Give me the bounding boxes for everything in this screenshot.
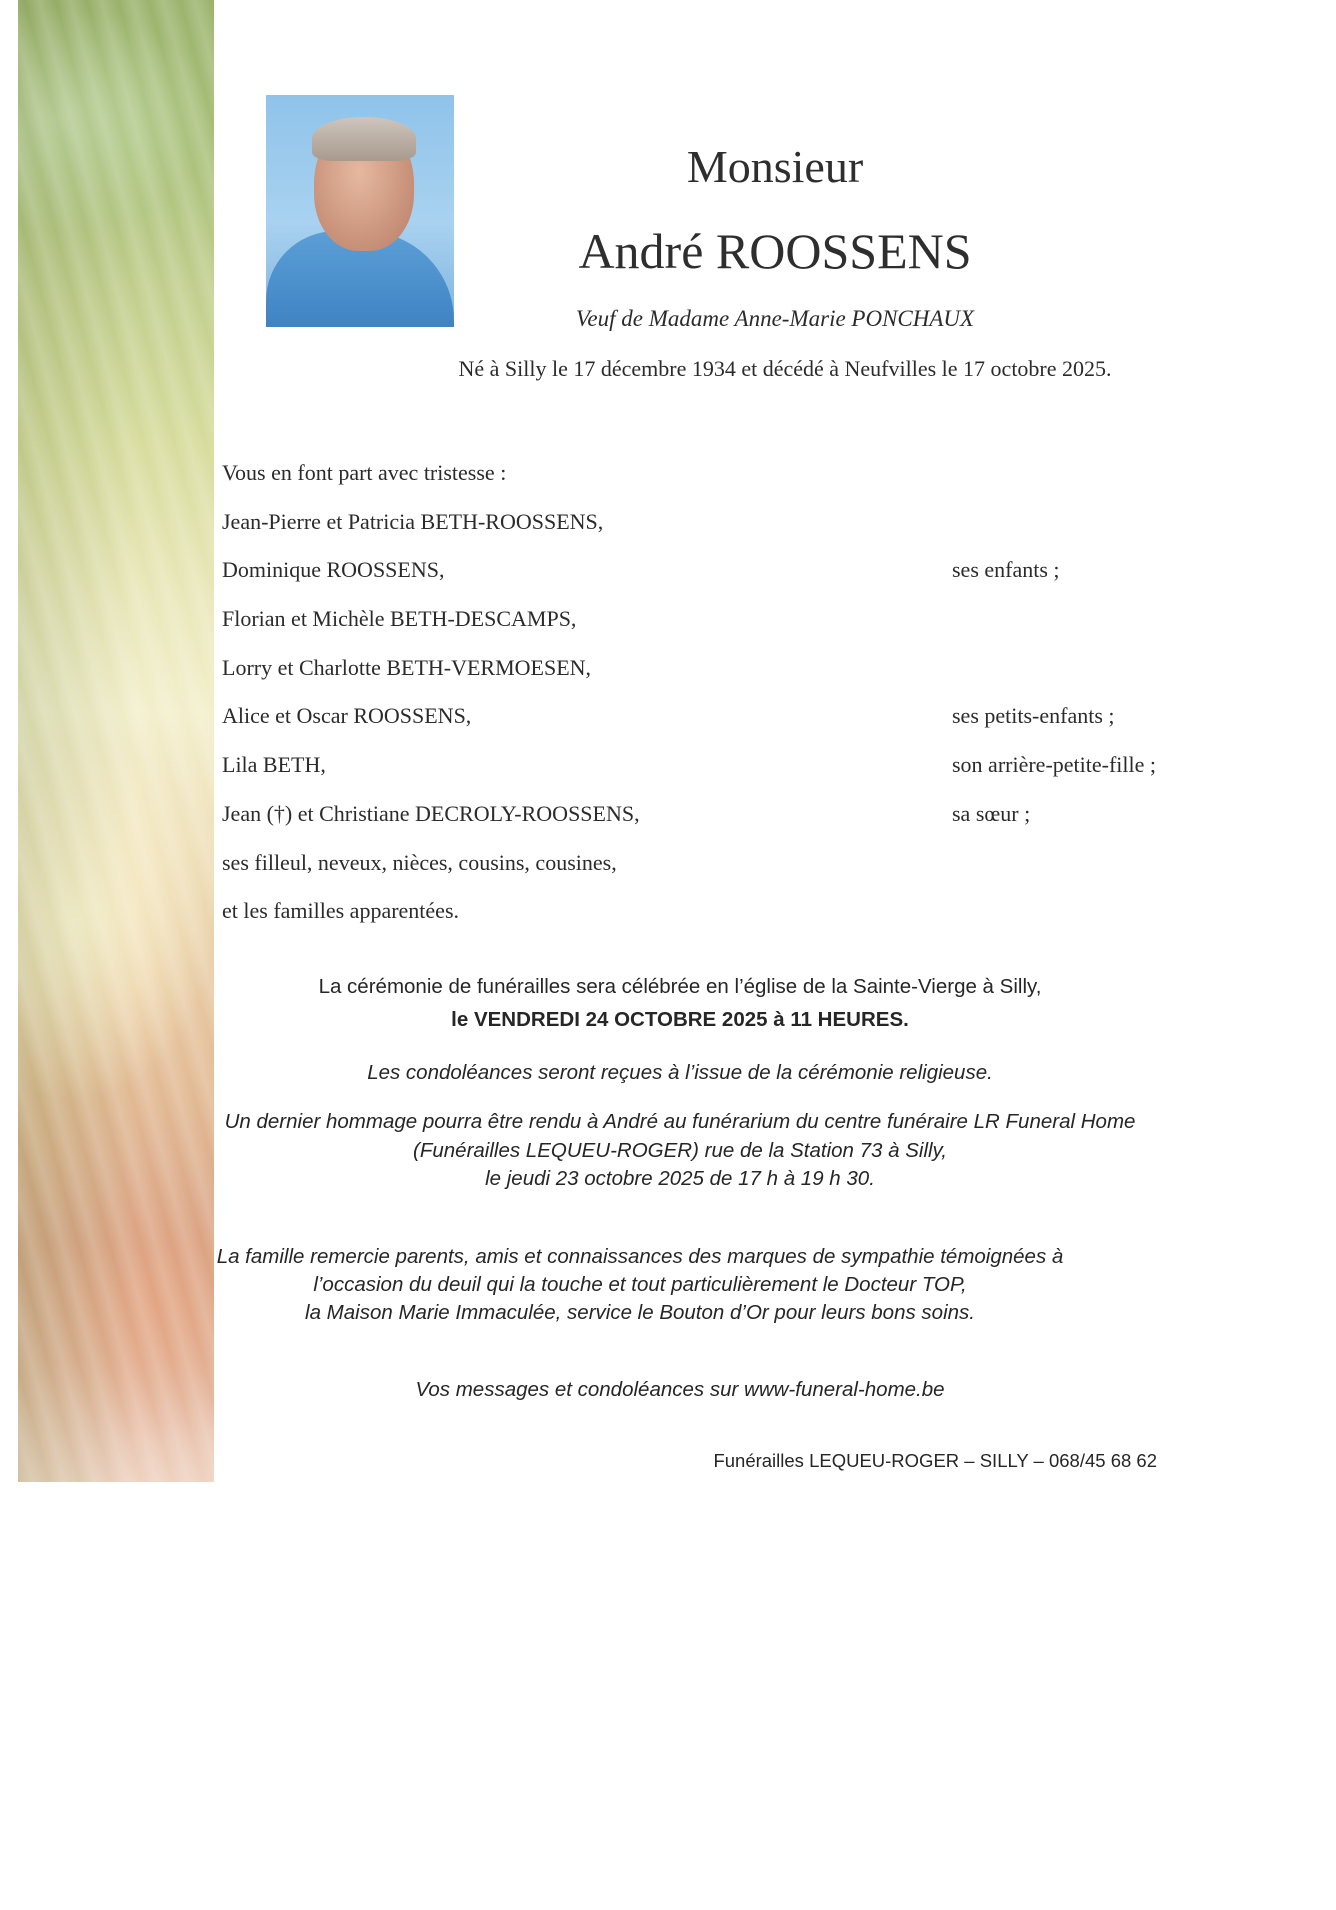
spouse-line: Veuf de Madame Anne-Marie PONCHAUX — [575, 306, 975, 331]
tribute-line-1: Un dernier hommage pourra être rendu à André au funérarium du centre funéraire LR Funeral Home — [224, 1110, 1136, 1133]
ceremony-line-1: La cérémonie de funérailles sera célébrée en l’église de la Sainte-Vierge à Silly, — [318, 975, 1042, 998]
family-name: Alice et Oscar ROOSSENS, — [222, 703, 472, 729]
family-row — [222, 557, 1182, 606]
family-name: Lorry et Charlotte BETH-VERMOESEN, — [222, 654, 592, 680]
family-name: Florian et Michèle BETH-DESCAMPS, — [222, 606, 577, 632]
family-row — [222, 509, 1182, 558]
family-intro-row — [222, 460, 1182, 509]
family-relation: son arrière-petite-fille ; — [952, 752, 1157, 778]
family-relation: ses petits-enfants ; — [952, 703, 1115, 729]
family-relation: ses enfants ; — [952, 557, 1060, 583]
messages-line: Vos messages et condoléances sur www-funeral-home.be — [415, 1378, 945, 1401]
birth-death-line: Né à Silly le 17 décembre 1934 et décédé à Neufvilles le 17 octobre 2025. — [458, 356, 1112, 381]
portrait-photo — [266, 95, 454, 327]
thanks-line-1: La famille remercie parents, amis et connaissances des marques de sympathie témoignées à — [216, 1245, 1064, 1268]
title-prefix: Monsieur — [686, 141, 864, 192]
thanks-line-2: l’occasion du deuil qui la touche et tout particulièrement le Docteur TOP, — [313, 1273, 967, 1296]
family-list — [222, 460, 1182, 947]
family-name: Lila BETH, — [222, 752, 326, 778]
ceremony-date-line: le VENDREDI 24 OCTOBRE 2025 à 11 HEURES. — [451, 1008, 909, 1031]
family-relation: sa sœur ; — [952, 800, 1031, 826]
family-row — [222, 898, 1182, 947]
tribute-line-2: (Funérailles LEQUEU-ROGER) rue de la Station 73 à Silly, — [413, 1139, 947, 1162]
family-name: ses filleul, neveux, nièces, cousins, cousines, — [222, 849, 617, 875]
family-row — [222, 850, 1182, 899]
family-row — [222, 655, 1182, 704]
family-name: et les familles apparentées. — [222, 898, 460, 924]
family-name: Dominique ROOSSENS, — [222, 557, 445, 583]
family-name: Jean (†) et Christiane DECROLY-ROOSSENS, — [222, 800, 640, 826]
family-row — [222, 801, 1182, 850]
family-name: Jean-Pierre et Patricia BETH-ROOSSENS, — [222, 508, 604, 534]
family-row — [222, 606, 1182, 655]
deceased-name: André ROOSSENS — [578, 223, 972, 279]
family-intro: Vous en font part avec tristesse : — [222, 460, 507, 485]
tribute-line-3: le jeudi 23 octobre 2025 de 17 h à 19 h 30. — [485, 1167, 875, 1190]
funeral-home-footer: Funérailles LEQUEU-ROGER – SILLY – 068/45 68 62 — [713, 1450, 1157, 1471]
thanks-line-3: la Maison Marie Immaculée, service le Bouton d’Or pour leurs bons soins. — [305, 1301, 975, 1324]
portrait-hair — [312, 117, 416, 161]
family-row — [222, 752, 1182, 801]
condolences-line: Les condoléances seront reçues à l’issue de la cérémonie religieuse. — [367, 1061, 993, 1084]
family-row — [222, 703, 1182, 752]
